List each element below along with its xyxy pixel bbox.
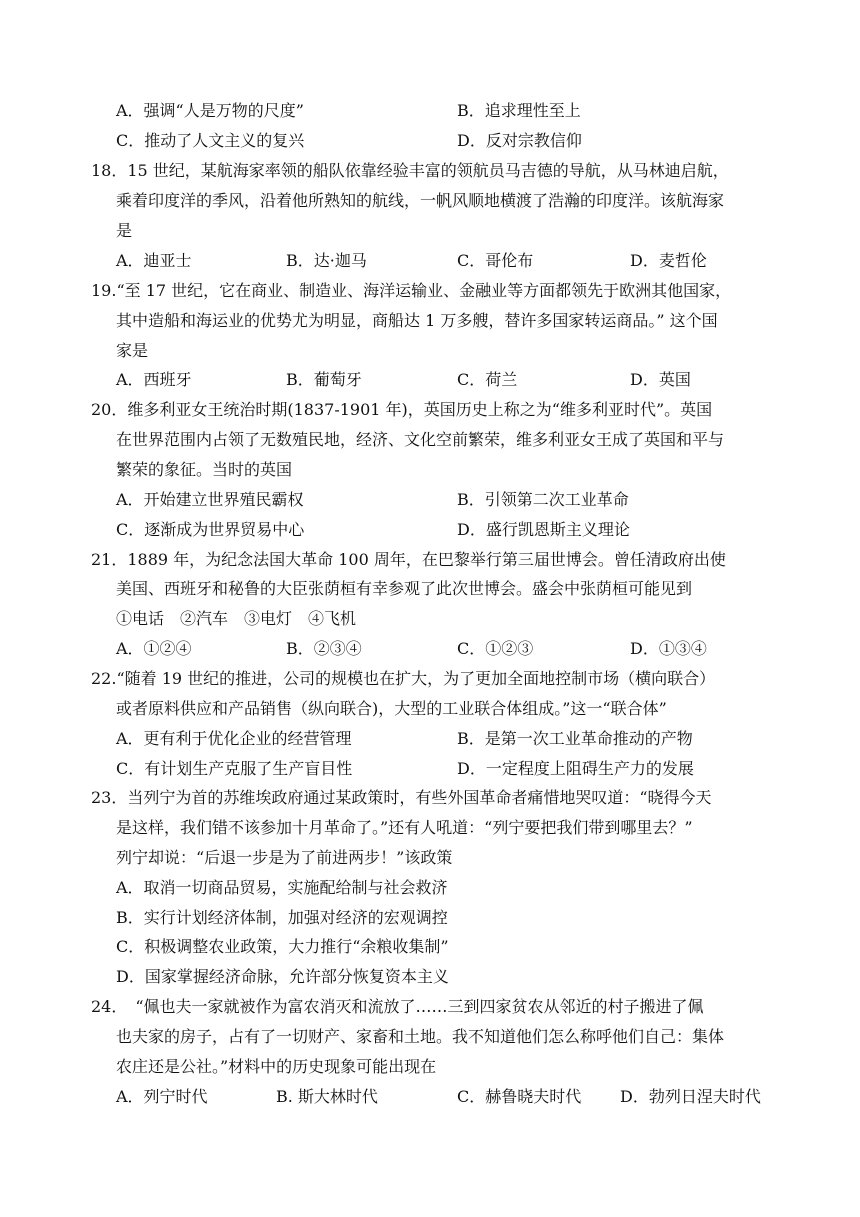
- q20-stem-line-3: 繁荣的象征。当时的英国: [116, 460, 293, 479]
- q22-option-d: D．一定程度上阻碍生产力的发展: [457, 759, 694, 778]
- q22-stem-line-2: 或者原料供应和产品销售（纵向联合)，大型的工业联合体组成。”这一“联合体”: [116, 699, 667, 718]
- q20-option-c: C．逐渐成为世界贸易中心: [116, 520, 305, 539]
- q17-option-a: A．强调“人是万物的尺度”: [116, 101, 304, 120]
- q24-option-b: B. 斯大林时代: [276, 1087, 378, 1106]
- q24-option-c: C．赫鲁晓夫时代: [457, 1087, 582, 1106]
- q21-stem-line-3: ①电话 ②汽车 ③电灯 ④飞机: [116, 609, 357, 628]
- q18-stem-line-3: 是: [116, 221, 133, 240]
- q18-option-a: A．迪亚士: [116, 251, 192, 270]
- q21-stem-line-1: 21．1889 年，为纪念法国大革命 100 周年，在巴黎举行第三届世博会。曾任清政府出使: [91, 550, 726, 569]
- q23-stem-line-2: 是这样，我们错不该参加十月革命了。”还有人吼道：“列宁要把我们带到哪里去？”: [116, 818, 693, 837]
- q24-stem-line-1: 24． “佩也夫一家就被作为富农消灭和流放了……三到四家贫农从邻近的村子搬进了佩: [91, 997, 704, 1016]
- q19-option-d: D．英国: [630, 370, 691, 389]
- q20-option-b: B．引领第二次工业革命: [457, 490, 629, 509]
- q24-stem-line-3: 农庄还是公社。”材料中的历史现象可能出现在: [116, 1057, 437, 1076]
- q20-stem-line-2: 在世界范围内占领了无数殖民地，经济、文化空前繁荣，维多利亚女王成了英国和平与: [116, 430, 725, 449]
- q22-stem-line-1: 22.“随着 19 世纪的推进，公司的规模也在扩大，为了更加全面地控制市场（横向联合）: [91, 669, 716, 688]
- q20-option-a: A．开始建立世界殖民霸权: [116, 490, 304, 509]
- q22-option-c: C．有计划生产克服了生产盲目性: [116, 759, 353, 778]
- q23-stem-line-1: 23．当列宁为首的苏维埃政府通过某政策时，有些外国革命者痛惜地哭叹道：“晓得今天: [91, 788, 712, 807]
- q20-stem-line-1: 20．维多利亚女王统治时期(1837-1901 年)，英国历史上称之为“维多利亚时代”。英国: [91, 400, 713, 419]
- q19-stem-line-1: 19.“至 17 世纪，它在商业、制造业、海洋运输业、金融业等方面都领先于欧洲其他国家，: [91, 281, 732, 300]
- q21-option-c: C．①②③: [457, 639, 534, 658]
- q19-stem-line-3: 家是: [116, 341, 149, 360]
- q20-option-d: D．盛行凯恩斯主义理论: [457, 520, 630, 539]
- q18-stem-line-1: 18．15 世纪，某航海家率领的船队依靠经验丰富的领航员马吉德的导航，从马林迪启航，: [91, 161, 729, 180]
- q22-option-b: B．是第一次工业革命推动的产物: [457, 729, 693, 748]
- q24-option-a: A．列宁时代: [116, 1087, 208, 1106]
- q22-option-a: A．更有利于优化企业的经营管理: [116, 729, 352, 748]
- q19-option-a: A．西班牙: [116, 370, 192, 389]
- q21-stem-line-2: 美国、西班牙和秘鲁的大臣张荫桓有幸参观了此次世博会。盛会中张荫桓可能见到: [116, 579, 693, 598]
- q21-option-b: B．②③④: [286, 639, 362, 658]
- q18-stem-line-2: 乘着印度洋的季风，沿着他所熟知的航线，一帆风顺地横渡了浩瀚的印度洋。该航海家: [116, 191, 725, 210]
- q17-option-d: D．反对宗教信仰: [457, 131, 582, 150]
- q19-option-c: C．荷兰: [457, 370, 518, 389]
- q23-stem-line-3: 列宁却说：“后退一步是为了前进两步！”该政策: [116, 848, 453, 867]
- q18-option-b: B．达·迦马: [286, 251, 367, 270]
- q17-option-c: C．推动了人文主义的复兴: [116, 131, 305, 150]
- q23-option-a: A．取消一切商品贸易，实施配给制与社会救济: [116, 878, 448, 897]
- q19-stem-line-2: 其中造船和海运业的优势尤为明显，商船达 1 万多艘，替许多国家转运商品。” 这个国: [116, 311, 718, 330]
- q23-option-c: C．积极调整农业政策，大力推行“余粮收集制”: [116, 937, 449, 956]
- q19-option-b: B．葡萄牙: [286, 370, 362, 389]
- q18-option-c: C．哥伦布: [457, 251, 534, 270]
- q23-option-d: D．国家掌握经济命脉，允许部分恢复资本主义: [116, 967, 449, 986]
- q21-option-d: D．①③④: [630, 639, 707, 658]
- q17-option-b: B．追求理性至上: [457, 101, 581, 120]
- q23-option-b: B．实行计划经济体制，加强对经济的宏观调控: [116, 908, 448, 927]
- q21-option-a: A．①②④: [116, 639, 192, 658]
- q18-option-d: D．麦哲伦: [630, 251, 707, 270]
- q24-option-d: D．勃列日涅夫时代: [620, 1087, 761, 1106]
- q24-stem-line-2: 也夫家的房子，占有了一切财产、家畜和土地。我不知道他们怎么称呼他们自己：集体: [116, 1027, 725, 1046]
